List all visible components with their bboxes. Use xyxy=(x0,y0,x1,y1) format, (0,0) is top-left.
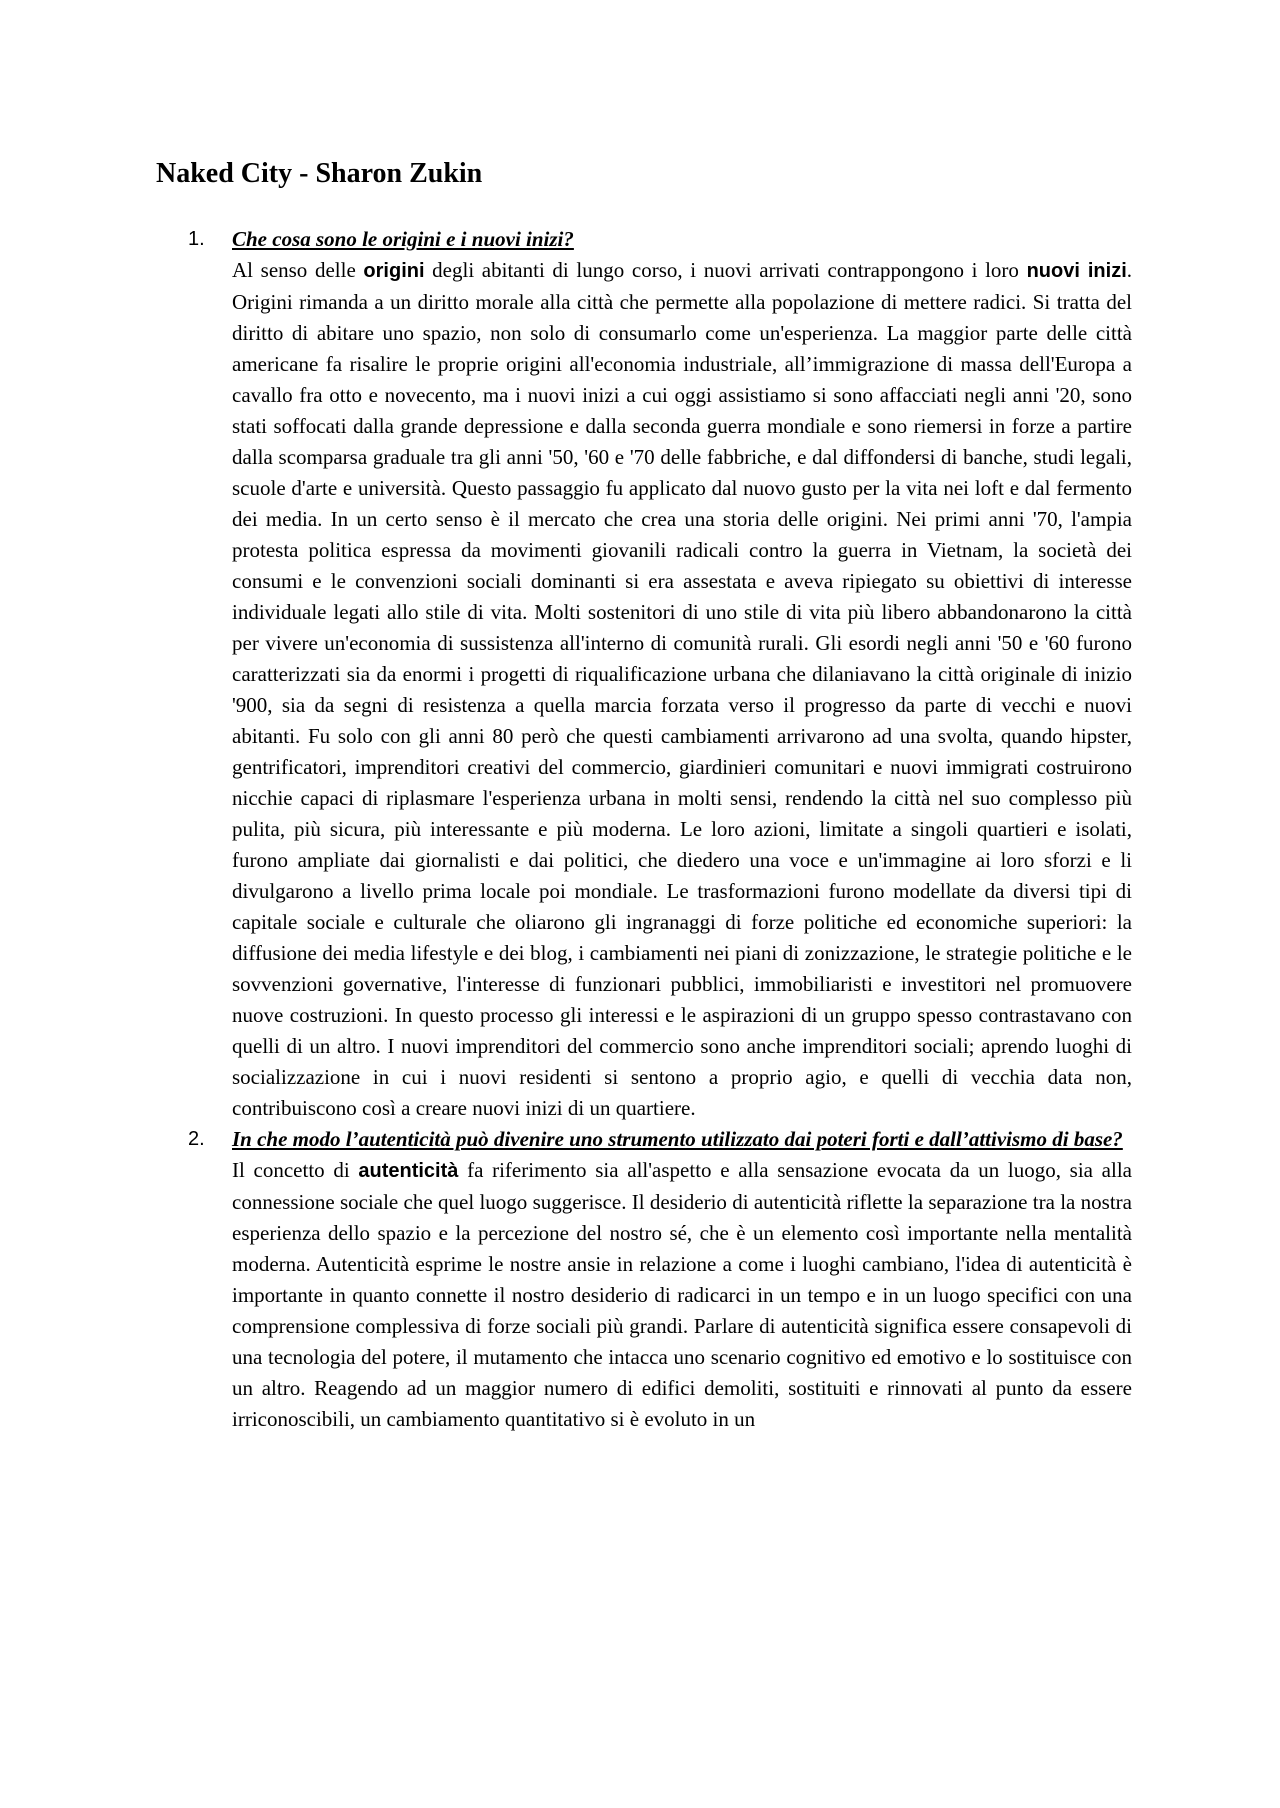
answer-text: degli abitanti di lungo corso, i nuovi arrivati contrappongono i loro xyxy=(424,258,1027,282)
answer-paragraph xyxy=(232,1155,1132,1435)
answer-text: fa riferimento sia all'aspetto e alla sensazione evocata da un luogo, sia alla connessione sociale che quel luogo suggerisce. Il desiderio di autenticità riflette la separazione tra la nostra esperienza dello spazio e la percezione del nostro sé, che è un elemento così importante nella mentalità moderna. Autenticità esprime le nostre ansie in relazione a come i luoghi cambiano, l'idea di autenticità è importante in quanto connette il nostro desiderio di radicarci in un tempo e in un luogo specifici con una comprensione complessiva di forze sociali più grandi. Parlare di autenticità significa essere consapevoli di una tecnologia del potere, il mutamento che intacca uno scenario cognitivo ed emotivo e lo sostituisce con un altro. Reagendo ad un maggior numero di edifici demoliti, sostituiti e rinnovati al punto da essere irriconoscibili, un cambiamento quantitativo si è evoluto in un xyxy=(232,1158,1132,1431)
document-title: Naked City - Sharon Zukin xyxy=(156,158,483,189)
key-term: nuovi inizi xyxy=(1026,260,1127,282)
key-term: autenticità xyxy=(358,1160,459,1182)
answer-text: Al senso delle xyxy=(232,258,364,282)
key-term: origini xyxy=(363,260,425,282)
question-list xyxy=(188,224,1132,1435)
question-number: 1. xyxy=(188,228,205,250)
answer-text: . Origini rimanda a un diritto morale alla città che permette alla popolazione di mettere radici. Si tratta del diritto di abitare uno spazio, non solo di consumarlo come un'esperienza. La maggior parte delle città americane fa risalire le proprie origini all'economia industriale, all’immigrazione di massa dell'Europa a cavallo fra otto e novecento, ma i nuovi inizi a cui oggi assistiamo si sono affacciati negli anni '20, sono stati soffocati dalla grande depressione e dalla seconda guerra mondiale e sono riemersi in forze a partire dalla scomparsa graduale tra gli anni '50, '60 e '70 delle fabbriche, e dal diffondersi di banche, studi legali, scuole d'arte e università. Questo passaggio fu applicato dal nuovo gusto per la vita nei loft e dal fermento dei media. In un certo senso è il mercato che crea una storia delle origini. Nei primi anni '70, l'ampia protesta politica espressa da movimenti giovanili radicali contro la guerra in Vietnam, la società dei consumi e le convenzioni sociali dominanti si era assestata e aveva ripiegato su obiettivi di interesse individuale legati allo stile di vita. Molti sostenitori di uno stile di vita più libero abbandonarono la città per vivere un'economia di sussistenza all'interno di comunità rurali. Gli esordi negli anni '50 e '60 furono caratterizzati sia da enormi i progetti di riqualificazione urbana che dilaniavano la città originale di inizio '900, sia da segni di resistenza a quella marcia forzata verso il progresso da parte di vecchi e nuovi abitanti. Fu solo con gli anni 80 però che questi cambiamenti arrivarono ad una svolta, quando hipster, gentrificatori, imprenditori creativi del commercio, giardinieri comunitari e nuovi immigrati costruirono nicchie capaci di riplasmare l'esperienza urbana in molti sensi, rendendo la città nel suo complesso più pulita, più sicura, più interessante e più moderna. Le loro azioni, limitate a singoli quartieri e isolati, furono ampliate dai giornalisti e dai politici, che diedero una voce e un'immagine ai loro sforzi e li divulgarono a livello prima locale poi mondiale. Le trasformazioni furono modellate da diversi tipi di capitale sociale e culturale che oliarono gli ingranaggi di forze politiche ed economiche superiori: la diffusione dei media lifestyle e dei blog, i cambiamenti nei piani di zonizzazione, le strategie politiche e le sovvenzioni governative, l'interesse di funzionari pubblici, immobiliaristi e investitori nel promuovere nuove costruzioni. In questo processo gli interessi e le aspirazioni di un gruppo spesso contrastavano con quelli di un altro. I nuovi imprenditori del commercio sono anche imprenditori sociali; aprendo luoghi di socializzazione in cui i nuovi residenti si sentono a proprio agio, e quelli di vecchia data non, contribuiscono così a creare nuovi inizi di un quartiere. xyxy=(232,258,1132,1120)
question-number: 2. xyxy=(188,1128,205,1150)
answer-text: Il concetto di xyxy=(232,1158,359,1182)
question-item-1 xyxy=(188,224,1132,1124)
question-heading: Che cosa sono le origini e i nuovi inizi? xyxy=(232,227,574,251)
answer-paragraph xyxy=(232,255,1132,1124)
question-heading: In che modo l’autenticità può divenire uno strumento utilizzato dai poteri forti e dall’attivismo di base? xyxy=(232,1127,1123,1151)
question-item-2 xyxy=(188,1124,1132,1435)
